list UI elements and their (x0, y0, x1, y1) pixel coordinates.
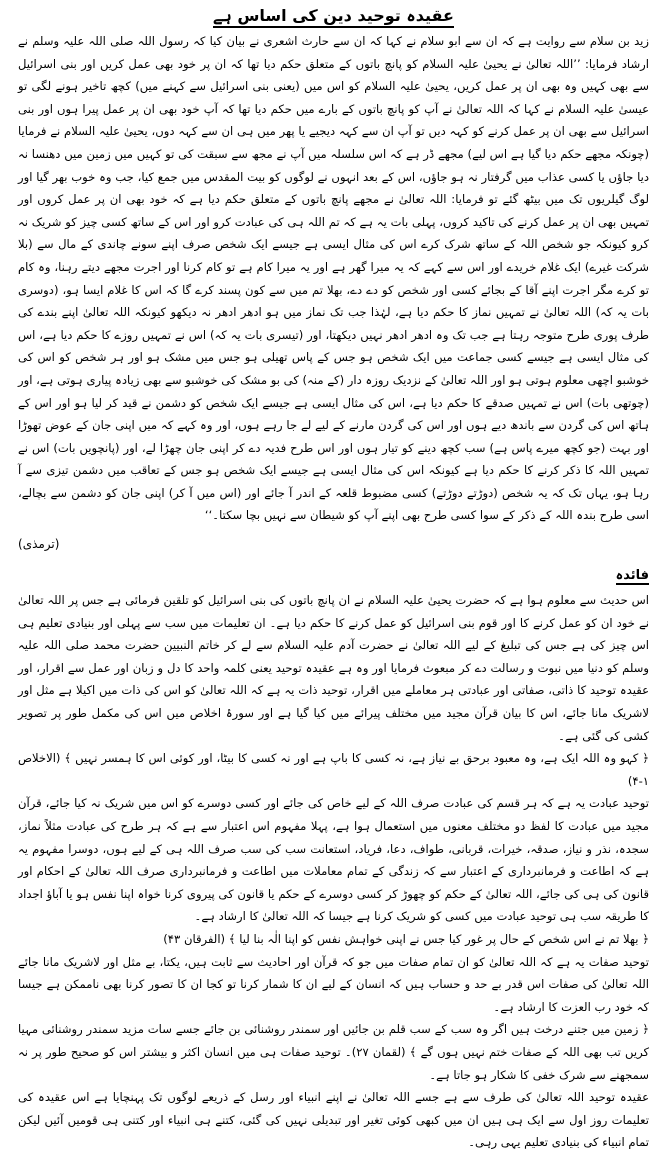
hadith-source: (ترمذی) (18, 537, 60, 552)
fawaid-paragraph-1: اس حدیث سے معلوم ہوا ہے کہ حضرت یحییٰ علیہ السلام نے ان پانچ باتوں کی بنی اسرائیل کو تلقین فرمائی ہے جس پر اللہ تعالیٰ نے خود ان کو عمل کرنے کا اور قوم بنی اسرائیل کو عمل کرنے کا حکم دیا ہے۔ ان تعلیمات میں سب سے پہلی اور بنیادی تعلیم ہی اس چیز کی ہے جس کی تبلیغ کے لیے اللہ تعالیٰ نے حضرت آدم علیہ السلام سے لے کر خاتم النبیین حضرت محمد صلی اللہ علیہ وسلم کو دنیا میں نبوت و رسالت دے کر مبعوث فرمایا اور وہ ہے عقیدہ توحید یعنی کلمہ واحد کا دل و زبان اور عمل سے اقرار، اور عقیدہ توحید کا ذاتی، صفاتی اور عبادتی ہر معاملے میں اقرار، توحید ذات یہ ہے کہ اللہ تعالیٰ کو اس کی ذات میں اکیلا ہے مثل اور لاشریک مانا جائے، اس کا بیان قرآن مجید میں مختلف پیرائے میں کیا گیا ہے اور سورۂ اخلاص میں اس کی مکمل طور پر تصویر کشی کی گئی ہے۔ (18, 593, 649, 743)
fawaid-heading-text: فائدہ (615, 568, 649, 584)
fawaid-heading (18, 565, 649, 587)
hadith-text: زید بن سلام سے روایت ہے کہ ان سے ابو سلام نے کہا کہ ان سے حارث اشعری نے بیان کیا کہ رسول اللہ صلی اللہ علیہ وسلم نے ارشاد فرمایا: ’’اللہ تعالیٰ نے یحییٰ علیہ السلام کو پانچ باتوں کے متعلق حکم دیا تھا کہ ان پر خود بھی عمل کریں اور بنی اسرائیل سے بھی کہیں وہ بھی ان پر عمل کریں، یحییٰ علیہ السلام کو اس میں (یعنی بنی اسرائیل سے کہنے میں) کچھ تاخیر ہونے لگی تو عیسیٰ علیہ السلام نے کہا کہ اللہ تعالیٰ نے آپ کو پانچ باتوں کے بارے میں حکم دیا تھا کہ آپ خود بھی ان پر عمل پیرا ہوں اور بنی اسرائیل سے بھی ان پر عمل کرنے کو کہہ دیں تو آپ ان سے کہہ دیجیے یا پھر میں ہی ان سے کہہ دوں، یحییٰ علیہ السلام نے فرمایا (چونکہ مجھے حکم دیا گیا ہے اس لیے) مجھے ڈر ہے کہ اس سلسلہ میں آپ نے مجھ سے سبقت کی تو کہیں میں زمین میں دھنسا نہ دیا جاؤں یا کسی عذاب میں گرفتار نہ ہو جاؤں، اس کے بعد انہوں نے لوگوں کو بیت المقدس میں جمع کیا، جب وہ خوب بھر گیا اور لوگ گیلریوں تک میں بیٹھ گئے تو فرمایا: اللہ تعالیٰ نے مجھے پانچ باتوں کے متعلق حکم دیا ہے کہ خود بھی ان پر عمل کروں اور تمہیں بھی ان پر عمل کرنے کی تاکید کروں، پہلی بات یہ ہے کہ تم اللہ ہی کی عبادت کرو اور اس کے ساتھ کسی چیز کو شریک نہ کرو کیونکہ جو شخص اللہ کے ساتھ شرک کرے اس کی مثال ایسی ہے جیسے ایک شخص صرف اپنے سونے چاندی کے مال سے (بلا شرکت غیرے) ایک غلام خریدے اور اس سے کہے کہ یہ میرا گھر ہے اور یہ میرا کام ہے تو کام کرنا اور اجرت مجھے دیتے رہنا، وہ کام تو کرے مگر اجرت اپنے آقا کے بجائے کسی اور شخص کو دے دے، بھلا تم میں سے کون پسند کرے گا کہ اس کا غلام ایسا ہو، (دوسری بات یہ کہ) اللہ تعالیٰ نے تمہیں نماز کا حکم دیا ہے، لہٰذا جب تک نماز میں ہو ادھر ادھر نہ دیکھو کیونکہ اللہ تعالیٰ اپنے بندے کی طرف پوری طرح متوجہ رہتا ہے جب تک وہ ادھر ادھر نہیں دیکھتا، اور (تیسری بات یہ کہ) اس نے تمہیں روزے کا حکم دیا ہے، اس کی مثال ایسی ہے جیسے کسی جماعت میں ایک شخص ہو جس کے پاس تھیلی ہو جس میں مشک ہو اور ہر شخص کو اس کی خوشبو اچھی معلوم ہوتی ہو اور اللہ تعالیٰ کے نزدیک روزہ دار (کے منہ) کی بو مشک کی خوشبو سے بھی زیادہ پیاری ہوتی ہے، اور (چوتھی بات) اس نے تمہیں صدقے کا حکم دیا ہے، اس کی مثال ایسی ہے جیسے ایک شخص کو دشمن نے قید کر لیا ہو اور اس کے ہاتھ اس کی گردن سے باندھ دیے ہوں اور اس کی گردن مارنے کے لیے لے جا رہے ہوں، اور وہ کہے کہ میں اپنی جان کے عوض تھوڑا اور بہت (جو کچھ میرے پاس ہے) سب کچھ دینے کو تیار ہوں اور اس طرح فدیہ دے کر اپنی جان چھڑا لے، اور (پانچویں بات) اس نے تمہیں اللہ کا ذکر کرنے کا حکم دیا ہے کیونکہ اس کی مثال ایسی ہے جیسے ایک شخص ہو جس کے تعاقب میں دشمن تیزی سے آ رہا ہو، یہاں تک کہ یہ شخص (دوڑتے دوڑتے) کسی مضبوط قلعہ کے اندر آ جائے اور (اس میں آ کر) اپنی جان کو دشمن سے بچالے، اسی طرح بندہ اللہ کے ذکر کے سوا کسی طرح بھی اپنے آپ کو شیطان سے نہیں بچا سکتا۔‘‘ (18, 34, 649, 523)
fawaid-paragraph-2: توحید عبادت یہ ہے کہ ہر قسم کی عبادت صرف اللہ کے لیے خاص کی جائے اور کسی دوسرے کو اس میں شریک نہ کیا جائے، قرآن مجید میں عبادت کا لفظ دو مختلف معنوں میں استعمال ہوا ہے، پہلا مفہوم اس اعتبار سے ہے کہ ہر طرح کی عبادت مثلاً نماز، سجدہ، نذر و نیاز، صدقہ، خیرات، قربانی، طواف، دعا، فریاد، استعانت سب کی سب صرف اللہ ہی کے لیے ہوں، دوسرا مفہوم یہ ہے کہ اطاعت و فرمانبرداری کے اعتبار سے کہ زندگی کے تمام معاملات میں اطاعت و فرمانبرداری صرف اللہ تعالیٰ کے احکام اور قانون کی ہی کی جائے، اللہ تعالیٰ کے حکم کو چھوڑ کر کسی دوسرے کے حکم یا قانون کی پیروی کرنا خواہ اپنا نفس ہو یا آباؤ اجداد کا طریقہ سب ہی توحید عبادت میں کسی کو شریک کرنا ہے جیسا کہ اللہ تعالیٰ کا ارشاد ہے۔ (18, 796, 649, 924)
quran-quote-ikhlas: ﴿ کہو وہ اللہ ایک ہے، وہ معبود برحق بے نیاز ہے، نہ کسی کا باپ ہے اور نہ کسی کا بیٹا، اور کوئی اس کا ہمسر نہیں ﴾ (الاخلاص ۱-۴) (18, 751, 649, 788)
page-title-text: عقیدہ توحید دین کی اساس ہے (213, 6, 454, 28)
page-title (18, 4, 649, 28)
quran-quote-furqan: ﴿ بھلا تم نے اس شخص کے حال پر غور کیا جس نے اپنی خواہش نفس کو اپنا الٰہ بنا لیا ﴾ (الفرقان ۴۳) (163, 931, 649, 946)
fawaid-paragraph-3: توحید صفات یہ ہے کہ اللہ تعالیٰ کو ان تمام صفات میں جو کہ قرآن اور احادیث سے ثابت ہیں، یکتا، بے مثل اور لاشریک مانا جائے اللہ تعالیٰ کی صفات اس قدر بے حد و حساب ہیں کہ انسان کے لیے ان کا شمار کرنا تو کجا ان کا تصور کرنا بھی ناممکن ہے جیسا کہ خود رب العزت کا ارشاد ہے۔ (18, 954, 649, 1014)
quran-quote-luqman: ﴿ زمین میں جتنے درخت ہیں اگر وہ سب کے سب قلم بن جائیں اور سمندر روشنائی بن جائے جسے سات مزید سمندر روشنائی مہیا کریں تب بھی اللہ کے صفات ختم نہیں ہوں گے ﴾ (لقمان ۲۷)۔ توحید صفات ہی میں انسان اکثر و بیشتر اس کو صحیح طور پر نہ سمجھنے سے شرک خفی کا شکار ہو جاتا ہے۔ (18, 1022, 649, 1082)
fawaid-paragraph-4: عقیدہ توحید اللہ تعالیٰ کی طرف سے ہے جسے اللہ تعالیٰ نے اپنے انبیاء اور رسل کے ذریعے لوگوں تک پہنچایا ہے اس عقیدہ کی تعلیمات روز اول سے ایک ہی ہیں ان میں کبھی کوئی تغیر اور تبدیلی نہیں کی گئی، کتنے ہی انبیاء اور کتنی ہی قومیں آئیں لیکن تمام انبیاء کی بنیادی تعلیم یہی رہی۔ (18, 1090, 649, 1150)
